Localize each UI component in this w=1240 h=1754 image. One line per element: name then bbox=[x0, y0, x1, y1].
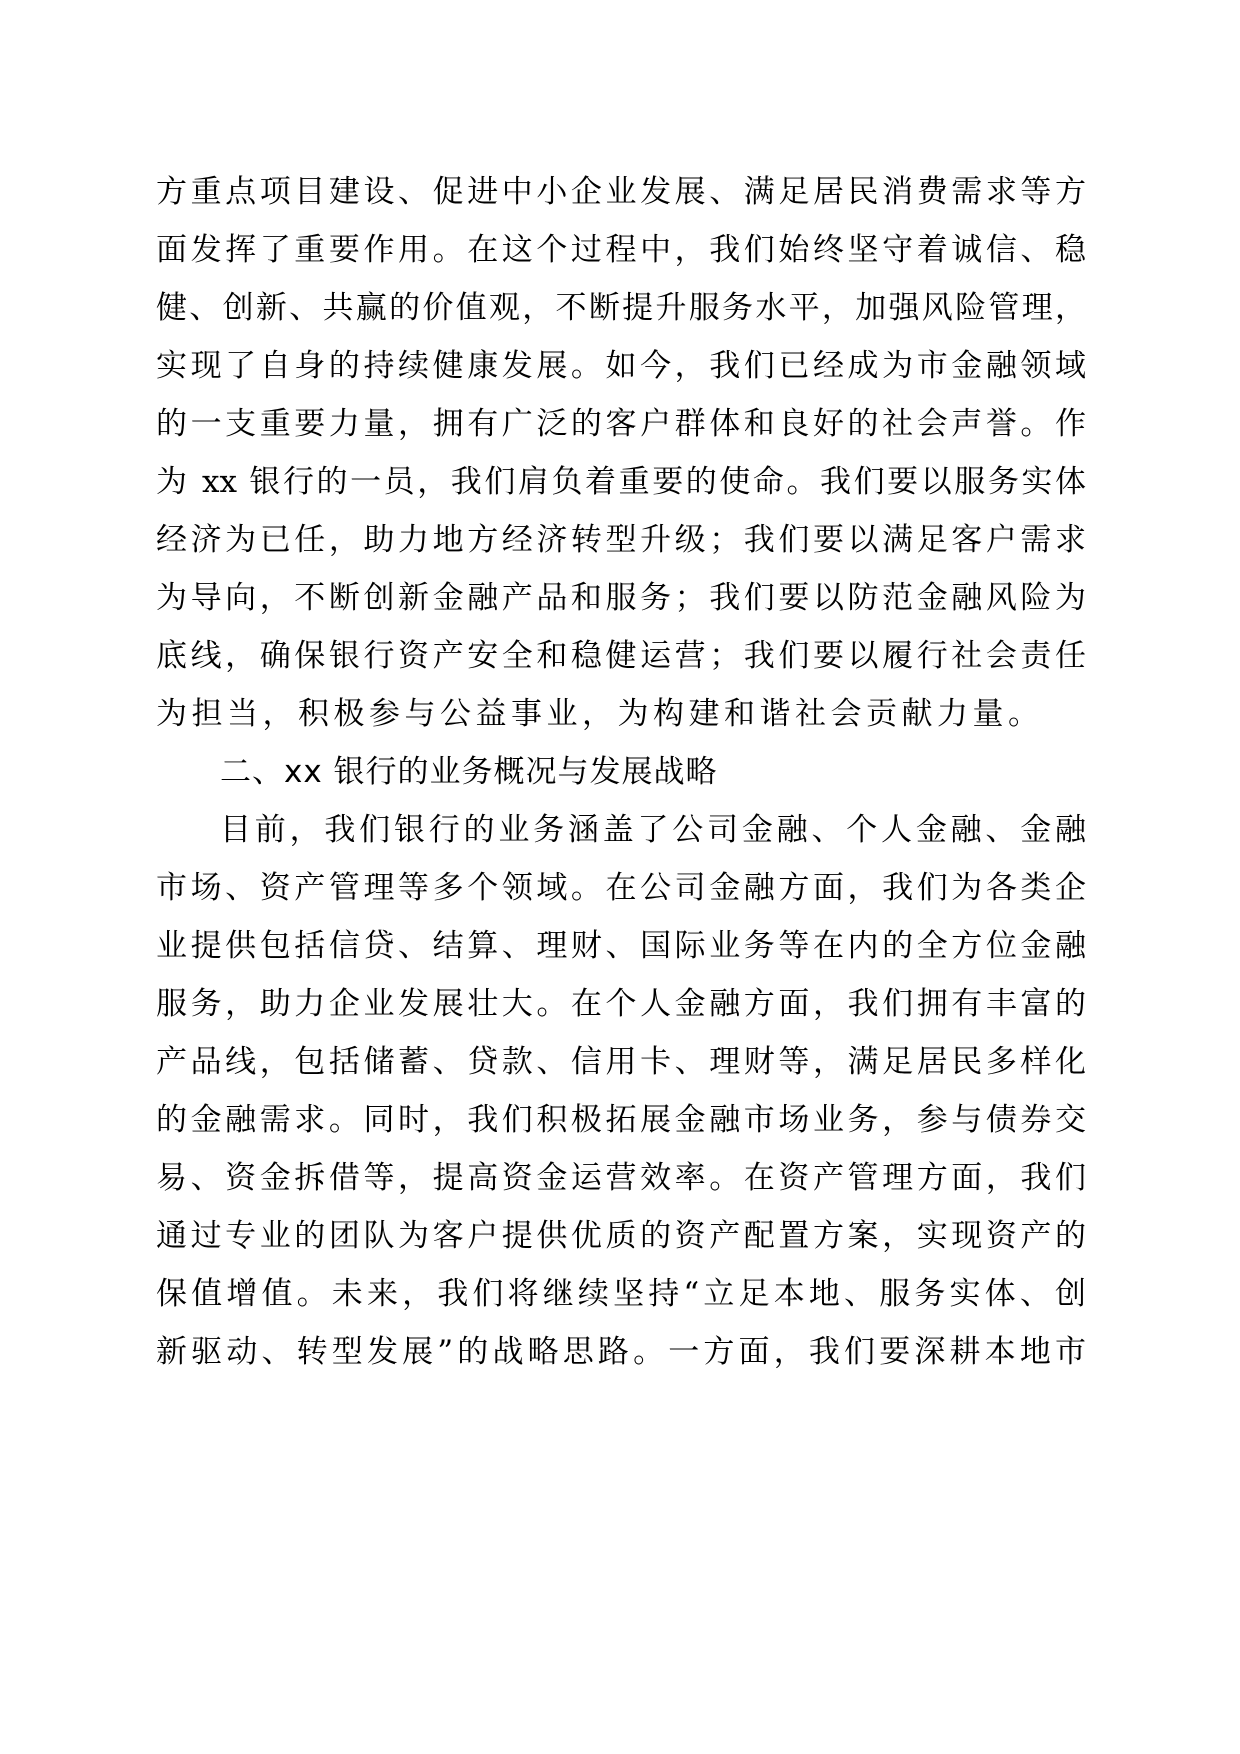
paragraph1-line-9: 底线，确保银行资产安全和稳健运营；我们要以履行社会责任 bbox=[156, 638, 1086, 674]
paragraph2-line-6: 的金融需求。同时，我们积极拓展金融市场业务，参与债券交 bbox=[156, 1102, 1086, 1138]
paragraph1-line-4: 实现了自身的持续健康发展。如今，我们已经成为市金融领域 bbox=[156, 348, 1086, 384]
paragraph2-line-4: 服务，助力企业发展壮大。在个人金融方面，我们拥有丰富的 bbox=[156, 986, 1086, 1022]
paragraph2-line-10: 新驱动、转型发展”的战略思路。一方面，我们要深耕本地市 bbox=[156, 1334, 1086, 1370]
section-heading: 二、xx 银行的业务概况与发展战略 bbox=[220, 754, 718, 790]
paragraph1-line-6: 为 xx 银行的一员，我们肩负着重要的使命。我们要以服务实体 bbox=[156, 464, 1086, 500]
paragraph2-line-2: 市场、资产管理等多个领域。在公司金融方面，我们为各类企 bbox=[156, 870, 1086, 906]
paragraph1-line-10: 为担当，积极参与公益事业，为构建和谐社会贡献力量。 bbox=[156, 696, 1044, 732]
paragraph2-line-1: 目前，我们银行的业务涵盖了公司金融、个人金融、金融 bbox=[220, 812, 1086, 848]
paragraph1-line-5: 的一支重要力量，拥有广泛的客户群体和良好的社会声誉。作 bbox=[156, 406, 1086, 442]
paragraph1-line-7: 经济为已任，助力地方经济转型升级；我们要以满足客户需求 bbox=[156, 522, 1086, 558]
paragraph1-line-8: 为导向，不断创新金融产品和服务；我们要以防范金融风险为 bbox=[156, 580, 1086, 616]
paragraph2-line-5: 产品线，包括储蓄、贷款、信用卡、理财等，满足居民多样化 bbox=[156, 1044, 1086, 1080]
paragraph1-line-3: 健、创新、共赢的价值观，不断提升服务水平，加强风险管理， bbox=[156, 290, 1086, 326]
paragraph2-line-3: 业提供包括信贷、结算、理财、国际业务等在内的全方位金融 bbox=[156, 928, 1086, 964]
paragraph1-line-1: 方重点项目建设、促进中小企业发展、满足居民消费需求等方 bbox=[156, 174, 1086, 210]
paragraph2-line-9: 保值增值。未来，我们将继续坚持“立足本地、服务实体、创 bbox=[156, 1276, 1086, 1312]
paragraph2-line-7: 易、资金拆借等，提高资金运营效率。在资产管理方面，我们 bbox=[156, 1160, 1086, 1196]
paragraph1-line-2: 面发挥了重要作用。在这个过程中，我们始终坚守着诚信、稳 bbox=[156, 232, 1086, 268]
paragraph2-line-8: 通过专业的团队为客户提供优质的资产配置方案，实现资产的 bbox=[156, 1218, 1086, 1254]
